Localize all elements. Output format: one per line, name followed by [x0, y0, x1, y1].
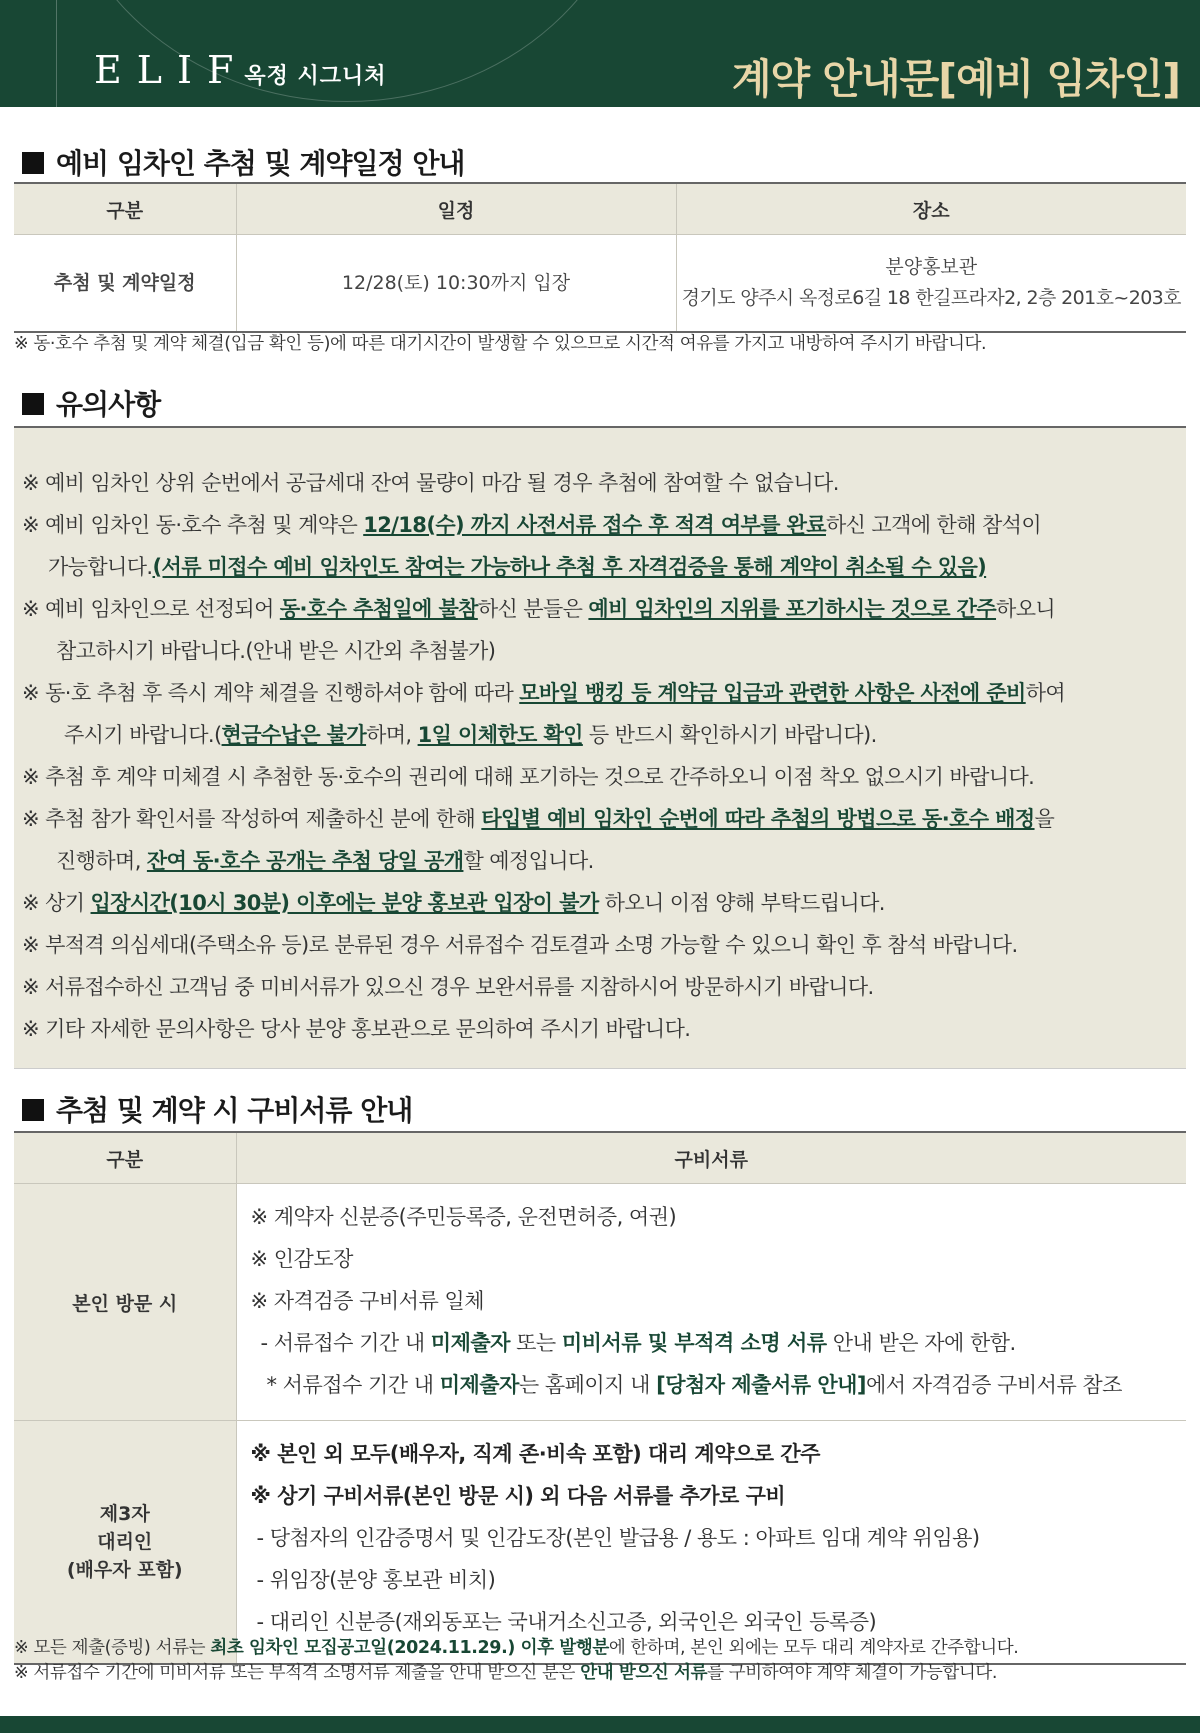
cautions-box	[14, 426, 1186, 1069]
square-bullet-icon	[22, 152, 44, 174]
place-address: 경기도 양주시 옥정로6길 18 한길프라자2, 2층 201호~203호	[681, 287, 1181, 309]
col-header-place: 장소	[676, 183, 1186, 235]
document-subitem: * 서류접수 기간 내 미제출자는 홈페이지 내 [당첨자 제출서류 안내]에서 자격검증 구비서류 참조	[266, 1373, 1122, 1397]
documents-note: ※ 서류접수 기간에 미비서류 또는 부적격 소명서류 제출을 안내 받으신 분은 안내 받으신 서류를 구비하여야 계약 체결이 가능합니다.	[14, 1663, 998, 1683]
row-label: 추첨 및 계약일정	[14, 235, 236, 333]
caution-item: ※ 동·호 추첨 후 즉시 계약 체결을 진행하셔야 함에 따라 모바일 뱅킹 등 계약금 입금과 관련한 사항은 사전에 준비하여	[22, 681, 1066, 705]
square-bullet-icon	[22, 1099, 44, 1121]
caution-item: ※ 기타 자세한 문의사항은 당사 분양 홍보관으로 문의하여 주시기 바랍니다.	[22, 1017, 691, 1041]
caution-item: ※ 서류접수하신 고객님 중 미비서류가 있으신 경우 보완서류를 지참하시어 방문하시기 바랍니다.	[22, 975, 874, 999]
col-header-date: 일정	[236, 183, 676, 235]
row-label-self: 본인 방문 시	[14, 1184, 236, 1421]
schedule-date: 12/28(토) 10:30까지 입장	[236, 235, 676, 333]
documents-section-title: 추첨 및 계약 시 구비서류 안내	[22, 1089, 412, 1129]
caution-item: ※ 예비 임차인 동·호수 추첨 및 계약은 12/18(수) 까지 사전서류 접수 후 적격 여부를 완료하신 고객에 한해 참석이	[22, 513, 1042, 537]
schedule-place	[676, 235, 1186, 333]
caution-item: ※ 예비 임차인으로 선정되어 동·호수 추첨일에 불참하신 분들은 예비 임차인의 지위를 포기하시는 것으로 간주하오니	[22, 597, 1056, 621]
table-row	[14, 1421, 1186, 1665]
caution-item: ※ 예비 임차인 상위 순번에서 공급세대 잔여 물량이 마감 될 경우 추첨에 참여할 수 없습니다.	[22, 471, 839, 495]
caution-item-cont: 참고하시기 바랍니다.(안내 받은 시간외 추첨불가)	[56, 639, 496, 663]
place-name: 분양홍보관	[885, 256, 978, 278]
self-documents	[236, 1184, 1186, 1421]
schedule-section-title: 예비 임차인 추첨 및 계약일정 안내	[22, 142, 464, 182]
proxy-documents	[236, 1421, 1186, 1665]
caution-item: ※ 부적격 의심세대(주택소유 등)로 분류된 경우 서류접수 검토결과 소명 가능할 수 있으니 확인 후 참석 바랍니다.	[22, 933, 1018, 957]
row-label-proxy: 제3자 대리인 (배우자 포함)	[14, 1421, 236, 1665]
document-subitem: - 당첨자의 인감증명서 및 인감도장(본인 발급용 / 용도 : 아파트 임대 계약 위임용)	[256, 1526, 980, 1550]
elif-logo	[94, 48, 387, 92]
logo-subtitle: 옥정 시그니처	[244, 64, 387, 89]
table-header-row	[14, 1132, 1186, 1184]
table-row	[14, 235, 1186, 333]
caution-item-cont: 가능합니다.(서류 미접수 예비 임차인도 참여는 가능하나 추첨 후 자격검증을 통해 계약이 취소될 수 있음)	[48, 555, 987, 579]
caution-item: ※ 상기 입장시간(10시 30분) 이후에는 분양 홍보관 입장이 불가 하오니 이점 양해 부탁드립니다.	[22, 891, 885, 915]
caution-item: ※ 추첨 참가 확인서를 작성하여 제출하신 분에 한해 타입별 예비 임차인 순번에 따라 추첨의 방법으로 동·호수 배정을	[22, 807, 1055, 831]
table-row	[14, 1184, 1186, 1421]
decorative-line	[56, 0, 57, 107]
col-header-documents: 구비서류	[236, 1132, 1186, 1184]
document-item: ※ 인감도장	[250, 1247, 353, 1271]
document-subitem: - 대리인 신분증(재외동포는 국내거소신고증, 외국인은 외국인 등록증)	[256, 1610, 877, 1634]
page-title: 계약 안내문[예비 임차인]	[731, 55, 1180, 103]
cautions-section-title: 유의사항	[22, 383, 160, 423]
square-bullet-icon	[22, 393, 44, 415]
documents-table	[14, 1131, 1186, 1665]
caution-item-cont: 주시기 바랍니다.(현금수납은 불가하며, 1일 이체한도 확인 등 반드시 확인하시기 바랍니다).	[64, 723, 877, 747]
schedule-note: ※ 동·호수 추첨 및 계약 체결(입금 확인 등)에 따른 대기시간이 발생할 수 있으므로 시간적 여유를 가지고 내방하여 주시기 바랍니다.	[14, 334, 987, 354]
table-header-row	[14, 183, 1186, 235]
caution-item-cont: 진행하며, 잔여 동·호수 공개는 추첨 당일 공개할 예정입니다.	[56, 849, 594, 873]
schedule-table	[14, 182, 1186, 333]
page-header	[0, 0, 1200, 107]
documents-note: ※ 모든 제출(증빙) 서류는 최초 임차인 모집공고일(2024.11.29.) 이후 발행분에 한하며, 본인 외에는 모두 대리 계약자로 간주합니다.	[14, 1638, 1019, 1658]
document-item: ※ 자격검증 구비서류 일체	[250, 1289, 484, 1313]
document-subitem: - 위임장(분양 홍보관 비치)	[256, 1568, 496, 1592]
document-item: ※ 계약자 신분증(주민등록증, 운전면허증, 여권)	[250, 1205, 677, 1229]
col-header-category: 구분	[14, 1132, 236, 1184]
document-item: ※ 상기 구비서류(본인 방문 시) 외 다음 서류를 추가로 구비	[250, 1484, 786, 1508]
logo-brand: ELIF	[94, 48, 249, 92]
document-subitem: - 서류접수 기간 내 미제출자 또는 미비서류 및 부적격 소명 서류 안내 받은 자에 한함.	[260, 1331, 1016, 1355]
caution-item: ※ 추첨 후 계약 미체결 시 추첨한 동·호수의 권리에 대해 포기하는 것으로 간주하오니 이점 착오 없으시기 바랍니다.	[22, 765, 1035, 789]
document-item: ※ 본인 외 모두(배우자, 직계 존·비속 포함) 대리 계약으로 간주	[250, 1442, 820, 1466]
col-header-category: 구분	[14, 183, 236, 235]
page-footer-bar	[0, 1716, 1200, 1733]
